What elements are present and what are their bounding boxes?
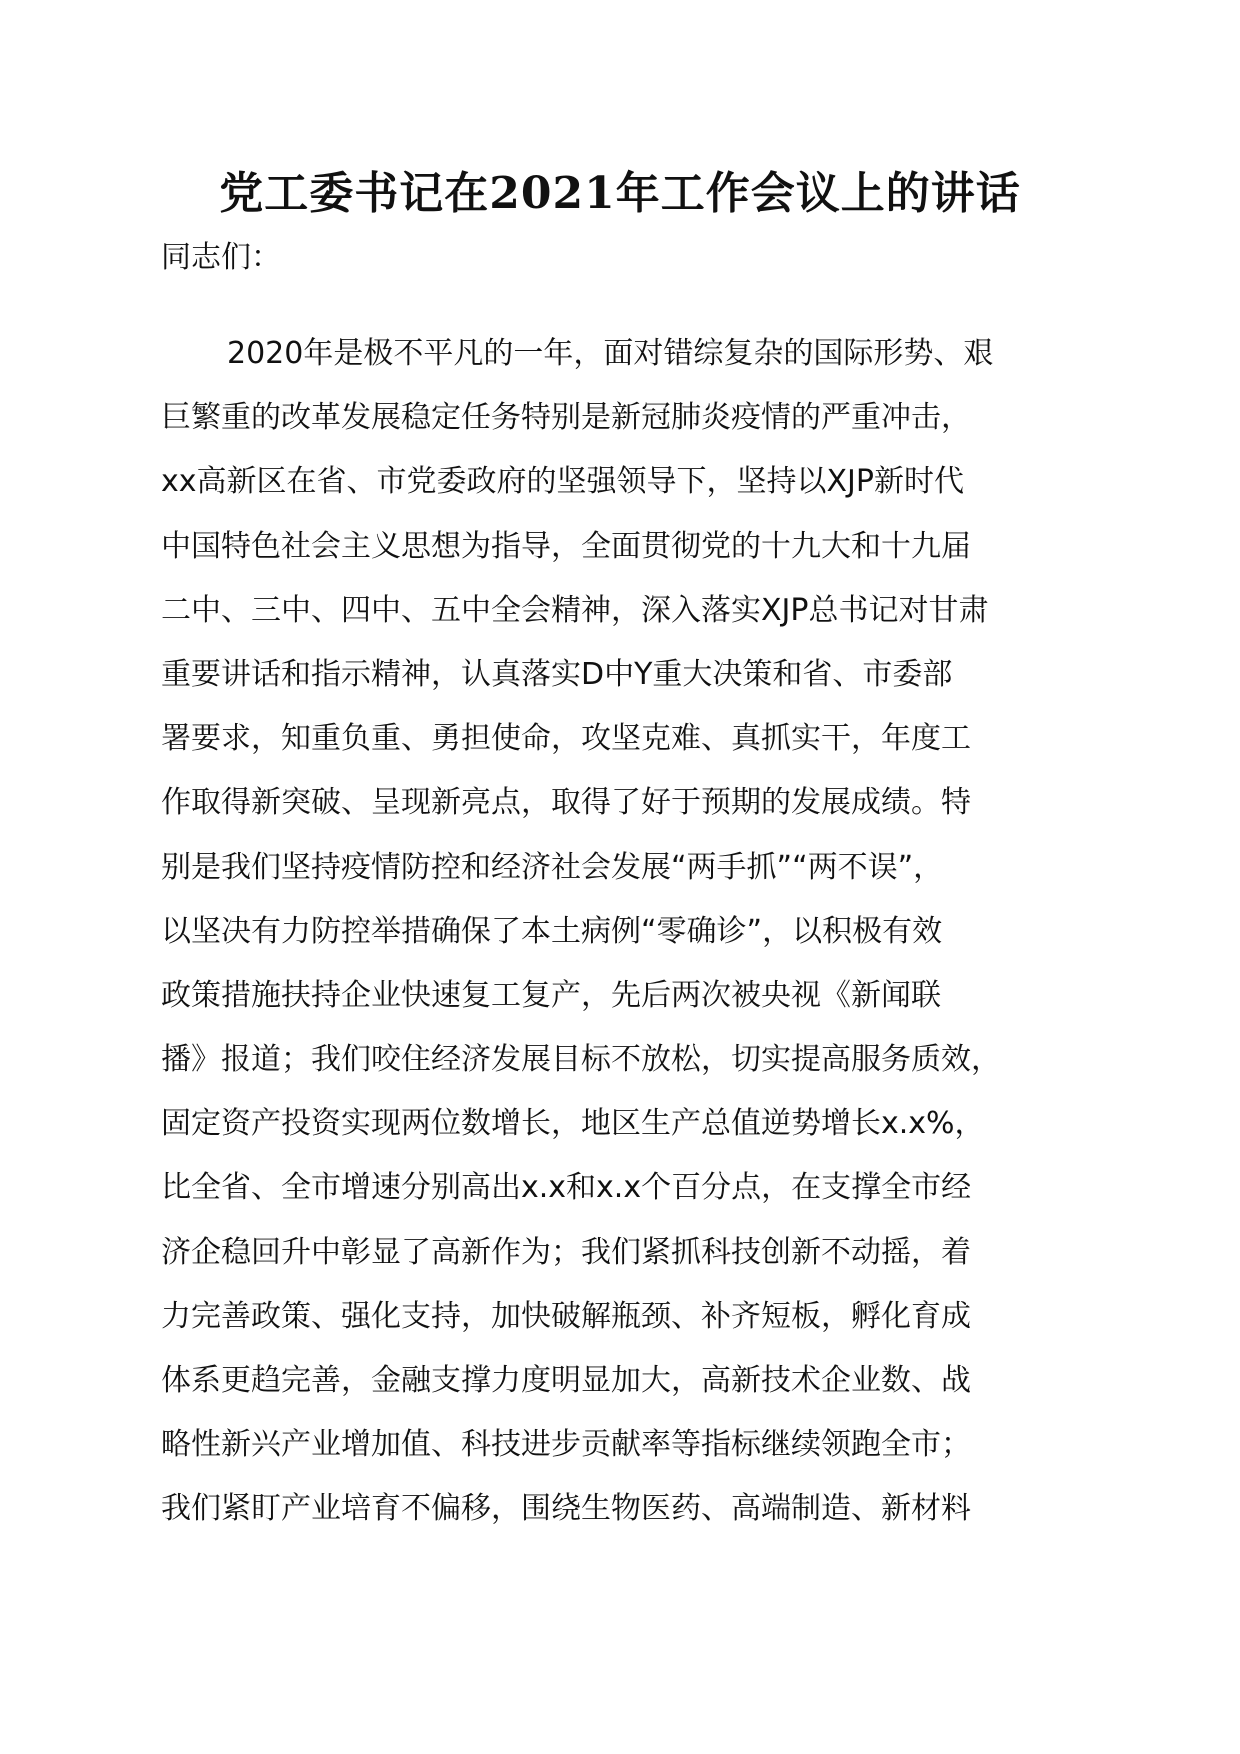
body-line: 中国特色社会主义思想为指导，全面贯彻党的十九大和十九届 [161,528,971,564]
body-paragraph [161,322,1121,1542]
body-line: 政策措施扶持企业快速复工复产，先后两次被央视《新闻联 [161,977,941,1013]
body-line: 略性新兴产业增加值、科技进步贡献率等指标继续领跑全市； [161,1427,971,1463]
body-line: 巨繁重的改革发展稳定任务特别是新冠肺炎疫情的严重冲击， [161,400,971,436]
body-line: 别是我们坚持疫情防控和经济社会发展“两手抓”“两不误”， [161,849,944,885]
body-line: 体系更趋完善，金融支撑力度明显加大，高新技术企业数、战 [161,1363,971,1398]
body-line: 重要讲话和指示精神，认真落实D中Y重大决策和省、市委部 [161,656,953,692]
body-line: 固定资产投资实现两位数增长，地区生产总值逆势增长x.x%， [161,1106,985,1142]
body-line: 比全省、全市增速分别高出x.x和x.x个百分点，在支撑全市经 [161,1170,972,1206]
body-line: 我们紧盯产业培育不偏移，围绕生物医药、高端制造、新材料 [161,1491,971,1527]
body-line: 济企稳回升中彰显了高新作为；我们紧抓科技创新不动摇，着 [161,1234,971,1270]
body-line: 2020年是极不平凡的一年，面对错综复杂的国际形势、艰 [227,336,994,371]
body-line: 播》报道；我们咬住经济发展目标不放松，切实提高服务质效， [161,1042,1001,1078]
body-line: xx高新区在省、市党委政府的坚强领导下，坚持以XJP新时代 [161,464,964,500]
body-line: 二中、三中、四中、五中全会精神，深入落实XJP总书记对甘肃 [161,592,989,628]
body-line: 作取得新突破、呈现新亮点，取得了好于预期的发展成绩。特 [161,785,971,821]
document-title: 党工委书记在2021年工作会议上的讲话 [219,168,1021,219]
body-line: 署要求，知重负重、勇担使命，攻坚克难、真抓实干，年度工 [161,721,971,757]
body-line: 力完善政策、强化支持，加快破解瓶颈、补齐短板，孵化育成 [161,1298,971,1334]
body-line: 以坚决有力防控举措确保了本土病例“零确诊”，以积极有效 [161,913,943,949]
salutation: 同志们： [161,240,281,275]
